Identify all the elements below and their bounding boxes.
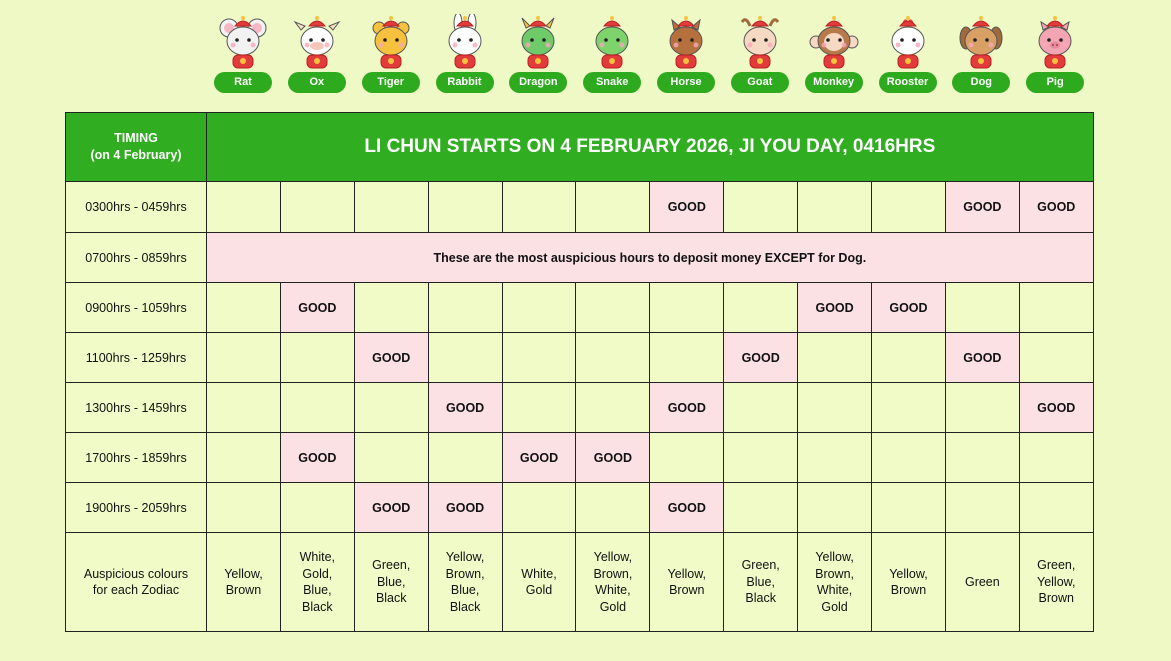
colours-label-line1: Auspicious colours <box>83 566 189 581</box>
colour-item: Green, <box>741 558 780 573</box>
good-cell: GOOD <box>280 433 354 483</box>
zodiac-label: Horse <box>657 72 715 93</box>
empty-cell <box>207 483 281 533</box>
colour-item: Gold <box>599 599 627 614</box>
colour-item: White, <box>816 583 853 597</box>
colour-cell <box>1019 533 1093 632</box>
good-cell: GOOD <box>945 333 1019 383</box>
empty-cell <box>1019 283 1093 333</box>
empty-cell <box>650 283 724 333</box>
zodiac-pig <box>1018 14 1092 96</box>
zodiac-dog <box>944 14 1018 96</box>
colour-cell <box>428 533 502 632</box>
empty-cell <box>945 483 1019 533</box>
auspicious-note: These are the most auspicious hours to deposit money EXCEPT for Dog. <box>207 233 1094 283</box>
colour-item: Blue, <box>450 583 480 597</box>
empty-cell <box>428 333 502 383</box>
colour-cell <box>280 533 354 632</box>
good-cell: GOOD <box>872 283 946 333</box>
empty-cell <box>576 383 650 433</box>
zodiac-label: Tiger <box>362 72 420 93</box>
time-slot: 0700hrs - 0859hrs <box>66 233 207 283</box>
empty-cell <box>354 433 428 483</box>
colour-item: Yellow, <box>889 566 928 581</box>
empty-cell <box>502 333 576 383</box>
zodiac-label: Goat <box>731 72 789 93</box>
table-row <box>66 433 1094 483</box>
good-cell: GOOD <box>280 283 354 333</box>
colour-item: Green, <box>1037 558 1076 573</box>
empty-cell <box>798 333 872 383</box>
colour-item: Brown, <box>593 566 633 581</box>
empty-cell <box>650 433 724 483</box>
timing-header-line1: TIMING <box>114 131 158 145</box>
zodiac-label: Rat <box>214 72 272 93</box>
time-slot: 1300hrs - 1459hrs <box>66 383 207 433</box>
zodiac-goat <box>723 14 797 96</box>
colour-item: Green <box>964 574 1000 589</box>
empty-cell <box>207 283 281 333</box>
colour-cell <box>872 533 946 632</box>
good-cell: GOOD <box>798 283 872 333</box>
table-header-row <box>66 113 1094 182</box>
zodiac-horse <box>649 14 723 96</box>
zodiac-label: Dog <box>952 72 1010 93</box>
table-row <box>66 233 1094 283</box>
empty-cell <box>280 333 354 383</box>
colour-item: Gold <box>821 599 848 614</box>
empty-cell <box>354 383 428 433</box>
empty-cell <box>724 182 798 233</box>
colour-cell <box>502 533 576 632</box>
empty-cell <box>1019 483 1093 533</box>
colour-item: Brown <box>1038 591 1074 606</box>
good-cell: GOOD <box>502 433 576 483</box>
empty-cell <box>798 433 872 483</box>
empty-cell <box>576 483 650 533</box>
empty-cell <box>502 283 576 333</box>
zodiac-label: Pig <box>1026 72 1084 93</box>
zodiac-rat <box>206 14 280 96</box>
zodiac-dragon <box>501 14 575 96</box>
empty-cell <box>650 333 724 383</box>
table-row <box>66 182 1094 233</box>
colour-cell <box>798 533 872 632</box>
empty-cell <box>576 182 650 233</box>
colour-item: Yellow, <box>445 550 485 564</box>
empty-cell <box>207 333 281 383</box>
empty-cell <box>207 182 281 233</box>
empty-cell <box>872 433 946 483</box>
colour-item: Yellow, <box>1037 574 1076 589</box>
colour-cell <box>576 533 650 632</box>
empty-cell <box>502 483 576 533</box>
schedule-table <box>65 112 1094 632</box>
colours-label <box>66 533 207 632</box>
empty-cell <box>280 483 354 533</box>
colour-item: Black <box>375 591 407 606</box>
good-cell: GOOD <box>354 333 428 383</box>
empty-cell <box>724 383 798 433</box>
timing-header-line2: (on 4 February) <box>90 148 182 162</box>
colour-item: White, <box>521 566 557 581</box>
empty-cell <box>872 483 946 533</box>
empty-cell <box>428 283 502 333</box>
zodiac-label: Ox <box>288 72 346 93</box>
good-cell: GOOD <box>576 433 650 483</box>
empty-cell <box>428 182 502 233</box>
table-row <box>66 483 1094 533</box>
good-cell: GOOD <box>428 483 502 533</box>
empty-cell <box>945 383 1019 433</box>
empty-cell <box>207 383 281 433</box>
time-slot: 1100hrs - 1259hrs <box>66 333 207 383</box>
table-row <box>66 333 1094 383</box>
empty-cell <box>576 283 650 333</box>
empty-cell <box>576 333 650 383</box>
colour-item: White, <box>299 550 336 564</box>
good-cell: GOOD <box>1019 383 1093 433</box>
colour-item: Brown <box>890 583 927 597</box>
colour-item: Brown, <box>445 566 485 581</box>
colour-item: White, <box>595 583 631 597</box>
colour-item: Gold, <box>302 566 333 581</box>
colour-item: Black <box>449 599 481 614</box>
colour-item: Yellow, <box>593 550 633 564</box>
colour-item: Black <box>302 599 333 614</box>
zodiac-header <box>206 14 1092 96</box>
colours-label-line2: for each Zodiac <box>92 583 180 597</box>
empty-cell <box>872 383 946 433</box>
good-cell: GOOD <box>650 182 724 233</box>
colour-item: Yellow, <box>224 566 263 581</box>
good-cell: GOOD <box>428 383 502 433</box>
empty-cell <box>354 182 428 233</box>
empty-cell <box>798 182 872 233</box>
good-cell: GOOD <box>1019 182 1093 233</box>
empty-cell <box>354 283 428 333</box>
colour-cell <box>207 533 281 632</box>
empty-cell <box>724 283 798 333</box>
time-slot: 0300hrs - 0459hrs <box>66 182 207 233</box>
zodiac-label: Dragon <box>509 72 567 93</box>
colour-cell <box>724 533 798 632</box>
empty-cell <box>280 182 354 233</box>
timing-header <box>66 113 207 182</box>
colour-item: Gold <box>525 583 553 597</box>
empty-cell <box>945 283 1019 333</box>
time-slot: 0900hrs - 1059hrs <box>66 283 207 333</box>
colour-item: Blue, <box>376 574 406 589</box>
colour-item: Brown <box>225 583 262 597</box>
zodiac-rabbit <box>428 14 502 96</box>
time-slot: 1700hrs - 1859hrs <box>66 433 207 483</box>
colour-item: Brown, <box>815 566 855 581</box>
colour-item: Black <box>745 591 776 606</box>
empty-cell <box>872 182 946 233</box>
empty-cell <box>798 483 872 533</box>
empty-cell <box>428 433 502 483</box>
zodiac-label: Rabbit <box>436 72 494 93</box>
zodiac-rooster <box>871 14 945 96</box>
zodiac-snake <box>575 14 649 96</box>
colours-row <box>66 533 1094 632</box>
colour-item: Blue, <box>746 574 775 589</box>
zodiac-ox <box>280 14 354 96</box>
empty-cell <box>1019 333 1093 383</box>
empty-cell <box>945 433 1019 483</box>
good-cell: GOOD <box>724 333 798 383</box>
table-row <box>66 283 1094 333</box>
table-row <box>66 383 1094 433</box>
colour-cell <box>650 533 724 632</box>
time-slot: 1900hrs - 2059hrs <box>66 483 207 533</box>
colour-item: Green, <box>372 558 411 573</box>
empty-cell <box>872 333 946 383</box>
colour-cell <box>354 533 428 632</box>
colour-item: Yellow, <box>667 566 707 581</box>
good-cell: GOOD <box>354 483 428 533</box>
empty-cell <box>502 383 576 433</box>
empty-cell <box>724 433 798 483</box>
zodiac-label: Rooster <box>879 72 937 93</box>
good-cell: GOOD <box>650 383 724 433</box>
colour-item: Brown <box>669 583 705 597</box>
colour-cell <box>945 533 1019 632</box>
empty-cell <box>798 383 872 433</box>
good-cell: GOOD <box>945 182 1019 233</box>
zodiac-monkey <box>797 14 871 96</box>
table-title: LI CHUN STARTS ON 4 FEBRUARY 2026, JI YOU DAY, 0416HRS <box>207 113 1094 182</box>
zodiac-label: Snake <box>583 72 641 93</box>
zodiac-label: Monkey <box>805 72 863 93</box>
empty-cell <box>502 182 576 233</box>
empty-cell <box>1019 433 1093 483</box>
empty-cell <box>207 433 281 483</box>
empty-cell <box>280 383 354 433</box>
empty-cell <box>724 483 798 533</box>
good-cell: GOOD <box>650 483 724 533</box>
colour-item: Yellow, <box>815 550 854 564</box>
colour-item: Blue, <box>303 583 332 597</box>
zodiac-tiger <box>354 14 428 96</box>
